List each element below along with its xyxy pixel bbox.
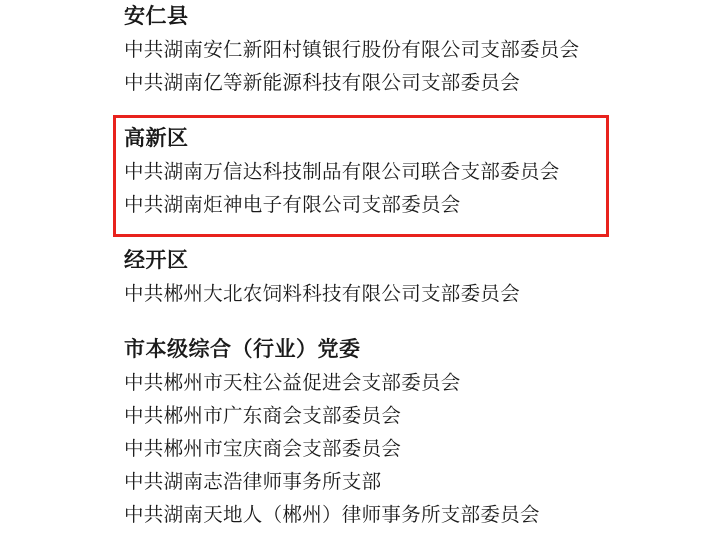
section-heading: 安仁县 xyxy=(124,5,189,28)
section-entry: 中共湖南炬神电子有限公司支部委员会 xyxy=(124,194,461,216)
section-entry: 中共郴州大北农饲料科技有限公司支部委员会 xyxy=(124,283,521,305)
section-heading: 高新区 xyxy=(124,127,189,150)
section-entry: 中共湖南亿等新能源科技有限公司支部委员会 xyxy=(124,72,521,94)
section-entry: 中共湖南安仁新阳村镇银行股份有限公司支部委员会 xyxy=(124,39,580,61)
section-jingkaiqu xyxy=(0,244,717,311)
section-heading: 经开区 xyxy=(124,249,189,272)
section-gaoxinqu xyxy=(0,122,717,222)
section-anrenxian xyxy=(0,0,717,100)
section-entry: 中共郴州市广东商会支部委员会 xyxy=(124,405,402,427)
section-entry: 中共郴州市宝庆商会支部委员会 xyxy=(124,438,402,460)
section-spacer xyxy=(0,222,717,244)
section-heading: 市本级综合（行业）党委 xyxy=(124,338,361,361)
section-spacer xyxy=(0,100,717,122)
section-entry: 中共湖南志浩律师事务所支部 xyxy=(124,471,382,493)
section-shibenji xyxy=(0,333,717,532)
section-entry: 中共郴州市天柱公益促进会支部委员会 xyxy=(124,372,461,394)
section-spacer xyxy=(0,311,717,333)
section-entry: 中共湖南万信达科技制品有限公司联合支部委员会 xyxy=(124,161,560,183)
section-entry: 中共湖南天地人（郴州）律师事务所支部委员会 xyxy=(124,504,540,526)
